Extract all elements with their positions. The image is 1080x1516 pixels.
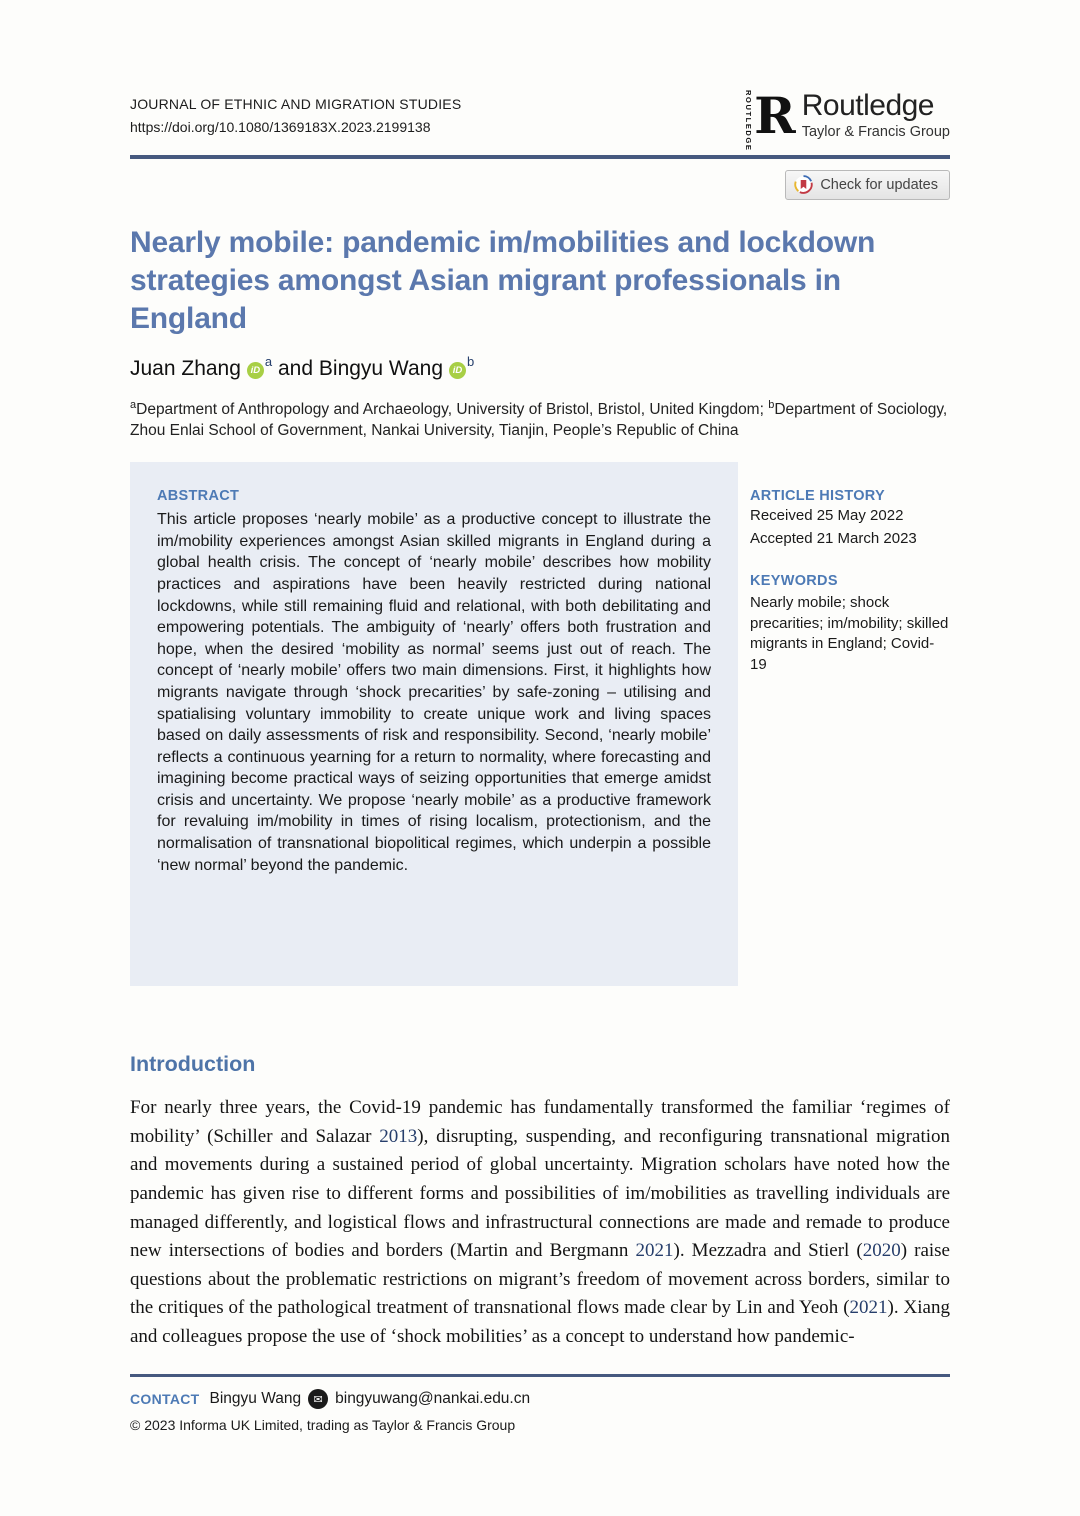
author-affiliation-mark: b bbox=[467, 354, 475, 369]
publisher-tagline: Taylor & Francis Group bbox=[801, 124, 950, 140]
journal-name: JOURNAL OF ETHNIC AND MIGRATION STUDIES bbox=[130, 96, 462, 112]
article-title: Nearly mobile: pandemic im/mobilities and lockdown strategies amongst Asian migrant professionals in England bbox=[130, 226, 876, 335]
doi-link[interactable]: https://doi.org/10.1080/1369183X.2023.2199138 bbox=[130, 119, 431, 135]
abstract-box bbox=[130, 462, 738, 986]
citation-link[interactable]: 2021 bbox=[849, 1297, 888, 1319]
author-name: Bingyu Wang bbox=[318, 357, 444, 380]
check-for-updates-button[interactable] bbox=[785, 170, 950, 200]
abstract-label: ABSTRACT bbox=[157, 488, 240, 505]
contact-name: Bingyu Wang bbox=[209, 1390, 302, 1407]
paragraph-text: ). Mezzadra and Stierl ( bbox=[673, 1240, 863, 1262]
email-icon[interactable]: ✉ bbox=[308, 1389, 328, 1409]
citation-link[interactable]: 2020 bbox=[862, 1240, 901, 1262]
footer-divider bbox=[130, 1374, 950, 1377]
contact-email[interactable]: bingyuwang@nankai.edu.cn bbox=[335, 1390, 531, 1407]
masthead bbox=[130, 86, 950, 152]
article-meta-column bbox=[750, 462, 950, 986]
affiliation-text: Department of Anthropology and Archaeology, University of Bristol, Bristol, United Kingdom; bbox=[136, 401, 769, 419]
affiliation-mark: a bbox=[130, 399, 137, 411]
routledge-r-icon: R bbox=[754, 86, 796, 145]
footnote-area bbox=[130, 1374, 950, 1433]
check-for-updates-label: Check for updates bbox=[820, 176, 938, 193]
publisher-name: Routledge bbox=[801, 89, 934, 122]
authors-line bbox=[130, 354, 950, 381]
paragraph-text: ). Xiang and colleagues propose the use of ‘shock mobilities’ as a concept to understand how pandemic- bbox=[130, 1297, 950, 1347]
citation-link[interactable]: 2021 bbox=[635, 1240, 674, 1262]
crossmark-icon bbox=[794, 175, 813, 194]
routledge-logo bbox=[744, 86, 950, 152]
keywords-label: KEYWORDS bbox=[750, 573, 838, 590]
introduction-heading: Introduction bbox=[130, 1052, 256, 1077]
keywords-text: Nearly mobile; shock precarities; im/mobility; skilled migrants in England; Covid-19 bbox=[750, 594, 949, 673]
accepted-date: Accepted 21 March 2023 bbox=[750, 529, 917, 547]
introduction-paragraph bbox=[130, 1094, 950, 1351]
abstract-text: This article proposes ‘nearly mobile’ as a productive concept to illustrate the im/mobility experiences amongst Asian skilled migrants in England during a global health crisis. The concept of ‘nearly mobile’ describes how mobility practices and aspirations have been heavily restricted during national lockdowns, while still remaining fluid and relational, with both debilitating and empowering potentials. The ambiguity of ‘nearly’ offers both frustration and hope, when the desired ‘mobility as normal’ seems just out of reach. The concept of ‘nearly mobile’ offers two main dimensions. First, it highlights how migrants navigate through ‘shock precarities’ by safe-zoning – utilising and spatialising voluntary immobility to create unique work and living spaces based on daily assessments of risk and responsibility. Second, ‘nearly mobile’ reflects a continuous yearning for a return to normality, where forecasting and imagining become practical ways of seizing opportunities that emerge amidst crisis and uncertainty. We propose ‘nearly mobile’ as a productive framework for revaluing im/mobility in times of rising localism, protectionism, and the normalisation of transnational biopolitical regimes, which underpin a possible ‘new normal’ beyond the pandemic. bbox=[157, 511, 711, 874]
authors-joiner: and bbox=[278, 357, 314, 380]
copyright: © 2023 Informa UK Limited, trading as Taylor & Francis Group bbox=[130, 1417, 516, 1433]
affiliation-text: Department of Sociology, Zhou Enlai School of Government, Nankai University, Tianjin, People’s Republic of China bbox=[130, 401, 948, 440]
paragraph-text: ), disrupting, suspending, and reconfiguring transnational migration and movements during a sustained period of global uncertainty. Migration scholars have noted how the pandemic has given rise to different forms and possibilities of im/mobilities as travelling individuals are managed differently, and logistical flows and infrastructural connections are made and remade to produce new intersections of bodies and borders (Martin and Bergmann bbox=[130, 1125, 950, 1262]
affiliations bbox=[130, 395, 950, 441]
author-affiliation-mark: a bbox=[264, 354, 273, 369]
citation-link[interactable]: 2013 bbox=[379, 1125, 418, 1147]
author-name: Juan Zhang bbox=[130, 357, 241, 380]
contact-label: CONTACT bbox=[130, 1391, 200, 1407]
affiliation-mark: b bbox=[768, 399, 775, 411]
paragraph-text: For nearly three years, the Covid-19 pandemic has fundamentally transformed the familiar ‘regimes of mobility’ (Schiller and Salazar bbox=[130, 1097, 950, 1147]
header-divider bbox=[130, 155, 950, 159]
received-date: Received 25 May 2022 bbox=[750, 507, 904, 525]
orcid-icon[interactable]: iD bbox=[449, 362, 466, 379]
abstract-section bbox=[130, 462, 950, 986]
orcid-icon[interactable]: iD bbox=[247, 362, 264, 379]
article-history-label: ARTICLE HISTORY bbox=[750, 488, 886, 505]
paragraph-text: ) raise questions about the problematic restrictions on migrant’s freedom of movement across borders, similar to the critiques of the pathological treatment of transnational flows made clear by Lin and Yeoh ( bbox=[130, 1240, 950, 1319]
routledge-vertical-wordmark: ROUTLEDGE bbox=[744, 90, 754, 152]
